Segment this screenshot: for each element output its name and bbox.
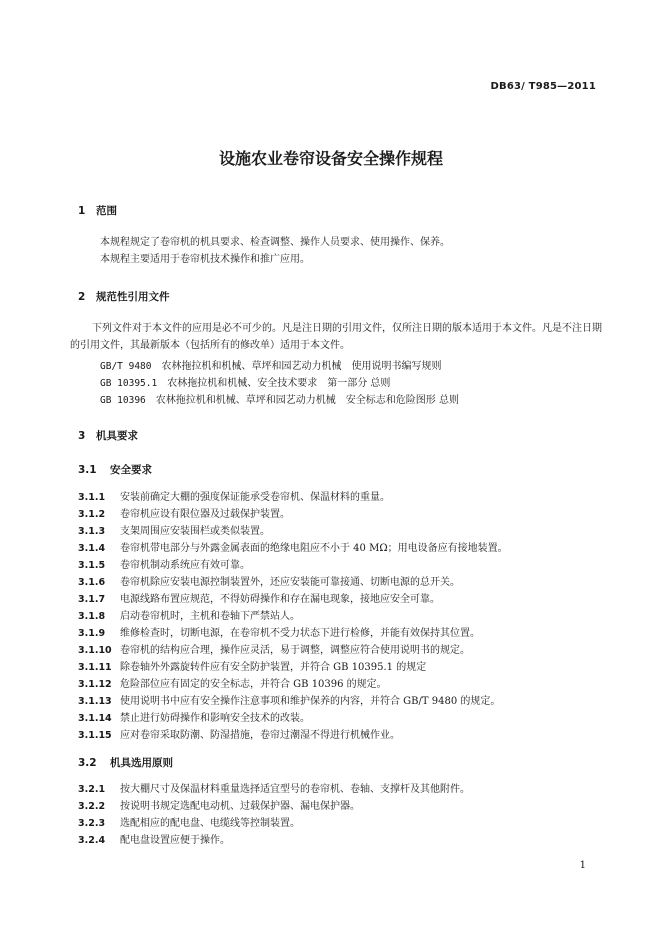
section-heading-2 bbox=[78, 289, 170, 304]
clause-item bbox=[78, 675, 387, 690]
clause-text: 危险部位应有固定的安全标志，并符合 GB 10396 的规定。 bbox=[120, 679, 387, 690]
clause-item bbox=[78, 556, 250, 571]
clause-text: 卷帘机带电部分与外露金属表面的绝缘电阻应不小于 40 MΩ；用电设备应有接地装置。 bbox=[120, 543, 508, 554]
clause-text: 除卷轴外外露旋转件应有安全防护装置，并符合 GB 10395.1 的规定 bbox=[120, 662, 427, 673]
clause-text: 使用说明书中应有安全操作注意事项和维护保养的内容，并符合 GB/T 9480 的规定。 bbox=[120, 696, 501, 707]
clause-item bbox=[78, 522, 270, 537]
clause-item bbox=[78, 573, 460, 588]
clause-number: 3.2.4 bbox=[78, 835, 106, 846]
clause-number: 3.1.8 bbox=[78, 611, 106, 622]
clause-item bbox=[78, 539, 508, 554]
clause-item bbox=[78, 607, 300, 622]
standard-code: DB63/ T985—2011 bbox=[490, 81, 596, 92]
clause-text: 支架周围应安装围栏或类似装置。 bbox=[120, 526, 270, 537]
clause-item bbox=[78, 780, 470, 795]
reference-item bbox=[100, 374, 390, 389]
clause-number: 3.1.7 bbox=[78, 594, 106, 605]
reference-item bbox=[100, 357, 441, 372]
clause-number: 3.1.4 bbox=[78, 543, 106, 554]
paragraph: 本规程主要适用于卷帘机技术操作和推广应用。 bbox=[100, 254, 310, 265]
reference-title: 农林拖拉机和机械、草坪和园艺动力机械 使用说明书编写规则 bbox=[161, 361, 442, 372]
clause-item bbox=[78, 831, 230, 846]
clause-number: 3.1.11 bbox=[78, 662, 112, 673]
clause-item bbox=[78, 488, 390, 503]
section-number: 1 bbox=[78, 205, 86, 217]
subsection-title: 机具选用原则 bbox=[110, 757, 173, 769]
clause-text: 按大棚尺寸及保温材料重量选择适宜型号的卷帘机、卷轴、支撑杆及其他附件。 bbox=[120, 784, 470, 795]
clause-item bbox=[78, 624, 480, 639]
section-number: 2 bbox=[78, 291, 86, 303]
section-title: 规范性引用文件 bbox=[96, 291, 170, 303]
section-title: 范围 bbox=[96, 205, 117, 217]
clause-number: 3.1.12 bbox=[78, 679, 112, 690]
clause-number: 3.1.14 bbox=[78, 713, 112, 724]
clause-item bbox=[78, 590, 440, 605]
clause-number: 3.1.13 bbox=[78, 696, 112, 707]
reference-code: GB 10396 bbox=[100, 395, 146, 406]
clause-item bbox=[78, 658, 426, 673]
clause-item bbox=[78, 726, 400, 741]
clause-item bbox=[78, 505, 290, 520]
clause-text: 卷帘机除应安装电源控制装置外，还应安装能可靠接通、切断电源的总开关。 bbox=[120, 577, 460, 588]
clause-number: 3.1.10 bbox=[78, 645, 112, 656]
clause-number: 3.1.5 bbox=[78, 560, 106, 571]
clause-text: 选配相应的配电盘、电缆线等控制装置。 bbox=[120, 818, 300, 829]
reference-code: GB/T 9480 bbox=[100, 361, 152, 372]
clause-text: 维修检查时，切断电源，在卷帘机不受力状态下进行检修，并能有效保持其位置。 bbox=[120, 628, 480, 639]
paragraph: 本规程规定了卷帘机的机具要求、检查调整、操作人员要求、使用操作、保养。 bbox=[100, 237, 450, 248]
clause-number: 3.2.2 bbox=[78, 801, 106, 812]
clause-text: 应对卷帘采取防潮、防湿措施，卷帘过潮湿不得进行机械作业。 bbox=[120, 730, 400, 741]
paragraph: 下列文件对于本文件的应用是必不可少的。凡是注日期的引用文件，仅所注日期的版本适用于本文件。凡是不注日期的引用文件，其最新版本（包括所有的修改单）适用于本文件。 bbox=[70, 323, 602, 351]
clause-number: 3.2.1 bbox=[78, 784, 106, 795]
reference-item bbox=[100, 391, 459, 406]
clause-number: 3.2.3 bbox=[78, 818, 106, 829]
subsection-number: 3.1 bbox=[78, 464, 97, 476]
clause-number: 3.1.2 bbox=[78, 509, 106, 520]
clause-text: 按说明书规定选配电动机、过载保护器、漏电保护器。 bbox=[120, 801, 360, 812]
clause-text: 卷帘机的结构应合理，操作应灵活，易于调整，调整应符合使用说明书的规定。 bbox=[120, 645, 470, 656]
clause-item bbox=[78, 709, 310, 724]
clause-item bbox=[78, 692, 500, 707]
clause-number: 3.1.15 bbox=[78, 730, 112, 741]
clause-text: 电源线路布置应规范，不得妨碍操作和存在漏电现象，接地应安全可靠。 bbox=[120, 594, 440, 605]
subsection-title: 安全要求 bbox=[110, 464, 152, 476]
section-heading-1 bbox=[78, 203, 117, 218]
section-heading-3 bbox=[78, 428, 138, 443]
clause-text: 禁止进行妨碍操作和影响安全技术的改装。 bbox=[120, 713, 310, 724]
clause-number: 3.1.3 bbox=[78, 526, 106, 537]
clause-number: 3.1.6 bbox=[78, 577, 106, 588]
clause-number: 3.1.9 bbox=[78, 628, 106, 639]
clause-number: 3.1.1 bbox=[78, 492, 106, 503]
clause-item bbox=[78, 814, 300, 829]
clause-text: 安装前确定大棚的强度保证能承受卷帘机、保温材料的重量。 bbox=[120, 492, 390, 503]
section-number: 3 bbox=[78, 430, 86, 442]
document-title: 设施农业卷帘设备安全操作规程 bbox=[218, 149, 443, 168]
clause-text: 卷帘机制动系统应有效可靠。 bbox=[120, 560, 250, 571]
section-title: 机具要求 bbox=[96, 430, 138, 442]
reference-code: GB 10395.1 bbox=[100, 378, 158, 389]
page-number: 1 bbox=[579, 860, 586, 871]
reference-title: 农林拖拉机和机械、草坪和园艺动力机械 安全标志和危险图形 总则 bbox=[155, 395, 459, 406]
clause-text: 启动卷帘机时，主机和卷轴下严禁站人。 bbox=[120, 611, 300, 622]
clause-item bbox=[78, 641, 470, 656]
subsection-heading-3-2 bbox=[78, 755, 173, 770]
clause-item bbox=[78, 797, 360, 812]
subsection-heading-3-1 bbox=[78, 462, 152, 477]
reference-title: 农林拖拉机和机械、安全技术要求 第一部分 总则 bbox=[167, 378, 391, 389]
clause-text: 卷帘机应设有限位器及过载保护装置。 bbox=[120, 509, 290, 520]
clause-text: 配电盘设置应便于操作。 bbox=[120, 835, 230, 846]
subsection-number: 3.2 bbox=[78, 757, 97, 769]
